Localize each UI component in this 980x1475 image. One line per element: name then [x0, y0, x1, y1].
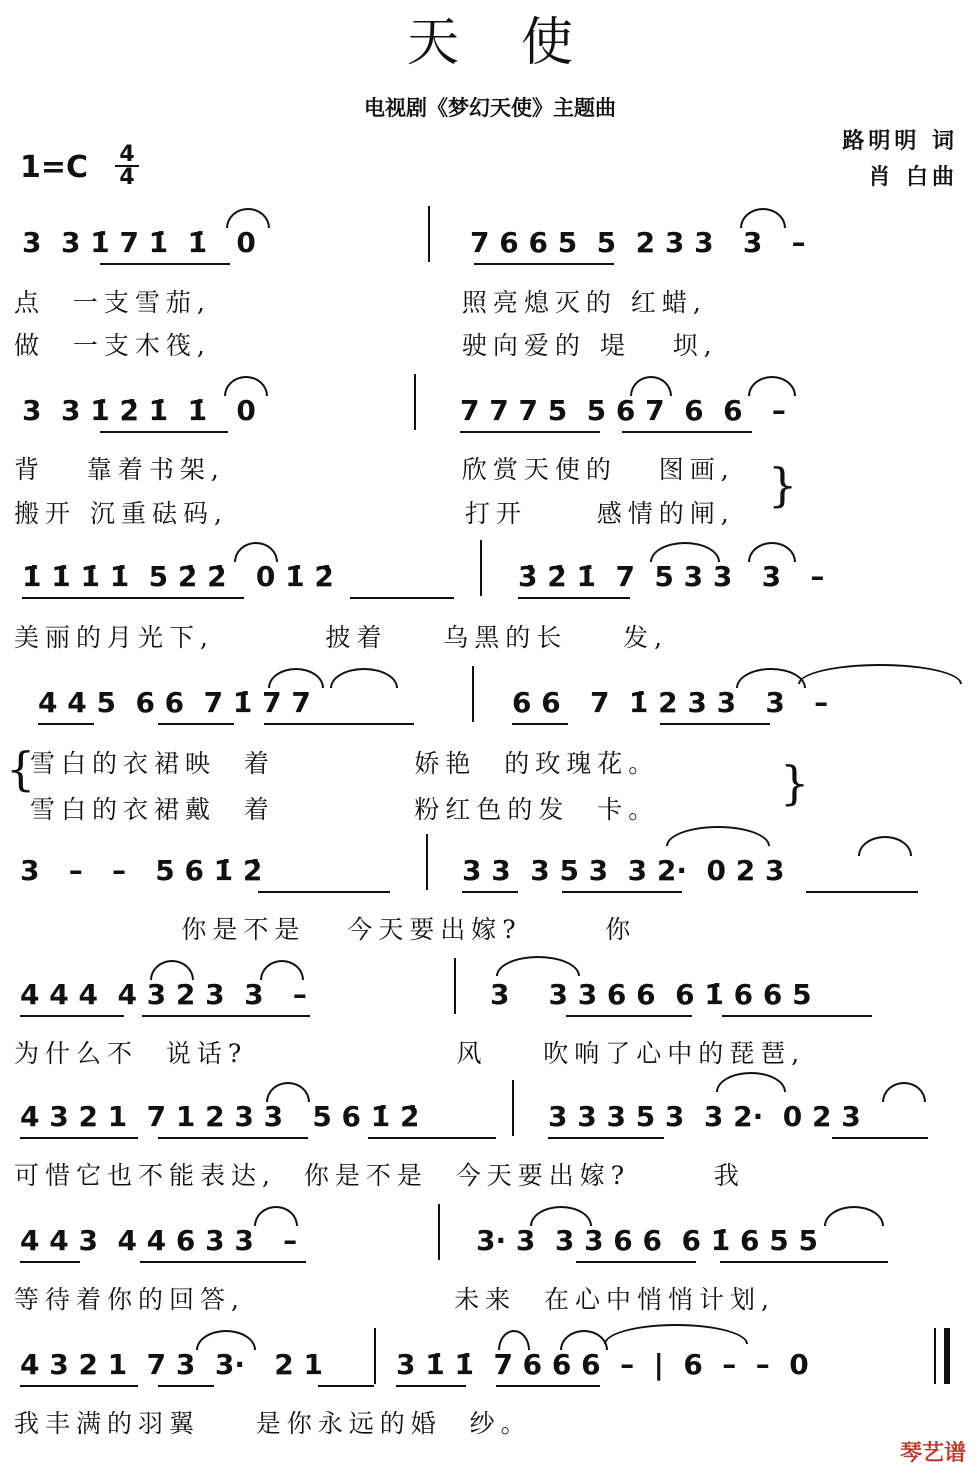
notes-left: 4 4 3 4 4 6 3 3 –	[20, 1224, 298, 1257]
lyric-line-7a: 可惜它也不能表达, 你是不是 今天要出嫁? 我	[14, 1161, 745, 1190]
time-sig-bottom: 4	[119, 165, 135, 190]
notes-left: 3 3 1̇ 7 1̇ 1̇ 0	[22, 226, 256, 259]
beam	[832, 1137, 928, 1139]
notes-right: 3 3 3 6 6 6 1̇ 6 6 5	[490, 978, 812, 1011]
left-brace: {	[6, 742, 36, 796]
beam	[368, 1137, 496, 1139]
lyric-line-2b: 搬开 沉重砝码, 打开 感情的闸,	[14, 499, 735, 528]
beam	[462, 891, 518, 893]
barline	[426, 834, 428, 890]
beam	[576, 1261, 696, 1263]
tie	[882, 1082, 926, 1102]
beam	[566, 1015, 692, 1017]
tie	[268, 668, 324, 688]
tie	[650, 542, 720, 562]
beam	[622, 431, 752, 433]
beam	[22, 597, 244, 599]
notes-left: 3 3 1̇ 2̇ 1̇ 1̇ 0	[22, 394, 256, 427]
tie	[254, 1206, 298, 1226]
notes-right: 6 6 7 1̇ 2 3 3 3 –	[512, 686, 829, 719]
tie	[498, 1330, 530, 1350]
lyric-line-1a: 点 一支雪茄, 照亮熄灭的 红蜡,	[14, 288, 707, 317]
tie	[150, 960, 194, 980]
lyric-line-9a: 我丰满的羽翼 是你永远的婚 纱。	[14, 1409, 532, 1438]
notes-right: 7 6 6 5 5 2 3 3 3 –	[470, 226, 806, 259]
tie	[798, 664, 962, 684]
notes-right: 3 3 3 5 3 3 2· 0 2 3	[462, 854, 785, 887]
tie	[748, 376, 796, 396]
tie	[736, 668, 806, 688]
beam	[562, 891, 682, 893]
lyric-line-4a: 雪白的衣裙映 着 娇艳 的玫瑰花。	[30, 749, 660, 778]
beam	[38, 723, 94, 725]
barline	[480, 540, 482, 596]
notes-left: 3 – – 5 6 1̇ 2̇	[20, 854, 263, 887]
beam	[20, 1015, 124, 1017]
beam	[720, 1261, 888, 1263]
notes-right: 7 7 7 5 5 6 7 6 6 –	[460, 394, 786, 427]
beam	[140, 1261, 306, 1263]
beam	[100, 431, 228, 433]
barline	[512, 1080, 514, 1136]
song-subtitle: 电视剧《梦幻天使》主题曲	[364, 95, 616, 120]
notes-left: 4 3 2 1 7 1 2 3 3 5 6 1̇ 2̇	[20, 1100, 420, 1133]
beam	[548, 1137, 664, 1139]
beam	[158, 1385, 214, 1387]
lyric-line-1b: 做 一支木筏, 驶向爱的 堤 坝,	[14, 331, 718, 360]
notes-left: 1̇ 1̇ 1̇ 1̇ 5 2̇ 2̇ 0 1̇ 2̇	[22, 560, 334, 593]
beam	[20, 1137, 138, 1139]
time-signature	[112, 144, 142, 188]
tie	[716, 1072, 786, 1092]
beam	[512, 723, 568, 725]
beam	[158, 723, 234, 725]
notes-right: 3· 3 3 3 6 6 6 1̇ 6 5 5	[476, 1224, 818, 1257]
beam	[20, 1261, 80, 1263]
notes-left: 4 3 2 1 7 3 3· 2 1	[20, 1348, 323, 1381]
tie	[666, 826, 770, 846]
beam	[518, 597, 630, 599]
tie	[748, 542, 796, 562]
beam	[460, 431, 600, 433]
beam	[722, 1015, 872, 1017]
barline	[454, 958, 456, 1014]
key-signature: 1=C	[20, 150, 89, 185]
lyric-line-2a: 背 靠着书架, 欣赏天使的 图画,	[14, 455, 735, 484]
beam	[660, 723, 770, 725]
lyric-line-8a: 等待着你的回答, 未来 在心中悄悄计划,	[14, 1285, 775, 1314]
tie	[330, 668, 398, 688]
lyric-line-3a: 美丽的月光下, 披着 乌黑的长 发,	[14, 623, 669, 652]
tie	[260, 960, 304, 980]
barline	[374, 1328, 376, 1384]
lyric-line-4b: 雪白的衣裙戴 着 粉红色的发 卡。	[30, 795, 660, 824]
tie	[226, 208, 270, 228]
tie	[266, 1082, 310, 1102]
final-barline	[944, 1328, 950, 1384]
beam	[350, 597, 454, 599]
beam	[318, 1385, 374, 1387]
right-brace: }	[768, 458, 798, 512]
notes-right: 3 1̇ 1̇ 7 6 6 6 – | 6 – – 0	[396, 1348, 809, 1381]
song-title: 天使	[406, 13, 635, 73]
barline	[472, 666, 474, 722]
beam	[474, 263, 614, 265]
beam	[142, 1015, 310, 1017]
tie	[530, 1206, 592, 1226]
barline	[414, 374, 416, 430]
tie	[196, 1330, 256, 1350]
time-sig-top: 4	[119, 142, 135, 167]
tie	[824, 1206, 884, 1226]
composer-credit: 肖 白曲	[868, 164, 958, 190]
beam	[806, 891, 918, 893]
tie	[630, 376, 672, 396]
beam	[258, 891, 390, 893]
beam	[264, 723, 414, 725]
lyric-line-6a: 为什么不 说话? 风 吹响了心中的琵琶,	[14, 1039, 806, 1068]
beam	[20, 1385, 138, 1387]
tie	[858, 836, 912, 856]
tie	[224, 376, 268, 396]
notes-left: 4 4 5 6 6 7 1̇ 7 7	[38, 686, 311, 719]
beam	[100, 263, 230, 265]
barline	[438, 1204, 440, 1260]
lyricist-credit: 路明明 词	[842, 128, 958, 154]
final-barline-thin	[934, 1328, 936, 1384]
notes-left: 4 4 4 4 3 2 3 3 –	[20, 978, 307, 1011]
tie	[560, 1330, 608, 1350]
site-watermark: 琴艺谱	[899, 1441, 966, 1466]
notes-right: 3 3 3 5 3 3 2· 0 2 3	[548, 1100, 861, 1133]
tie	[234, 542, 278, 562]
lyric-line-5a: 你是不是 今天要出嫁? 你	[14, 915, 637, 944]
beam	[396, 1385, 466, 1387]
tie	[604, 1324, 748, 1344]
tie	[740, 208, 786, 228]
beam	[158, 1137, 308, 1139]
barline	[428, 206, 430, 262]
notes-right: 3̇ 2̇ 1̇ 7 5 3 3 3 –	[518, 560, 825, 593]
tie	[496, 956, 580, 976]
right-brace: }	[780, 756, 810, 810]
beam	[496, 1385, 600, 1387]
